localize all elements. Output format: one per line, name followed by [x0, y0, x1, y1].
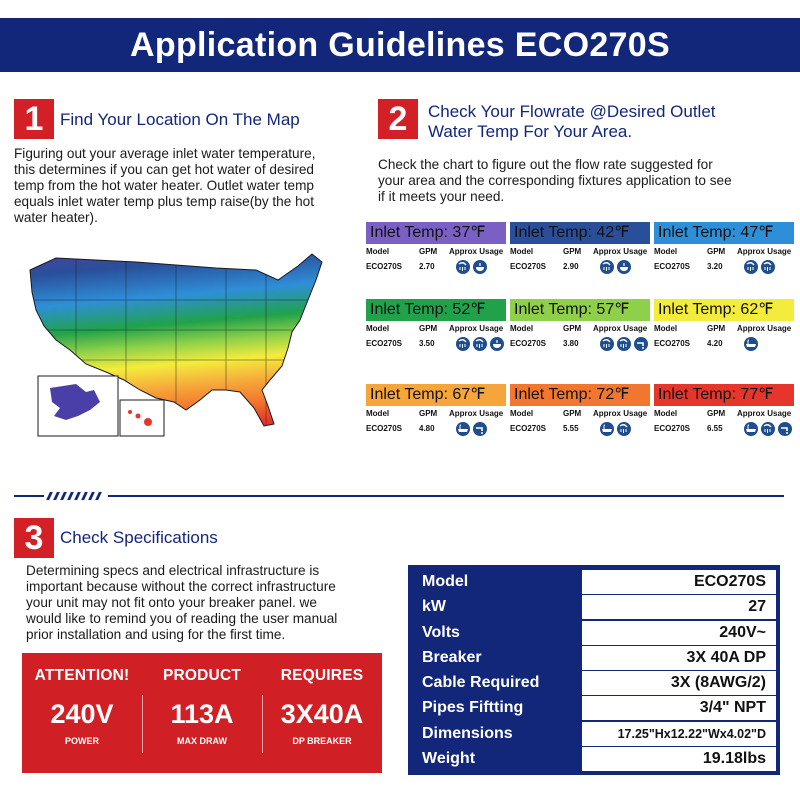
gpm-value: 3.20: [707, 262, 723, 271]
card-values: [510, 339, 650, 353]
step-3-badge: 3: [14, 518, 54, 558]
shower-icon: [617, 422, 631, 436]
step-1-title: Find Your Location On The Map: [60, 110, 300, 129]
flowrate-card: [654, 222, 794, 282]
column-model-label: Model: [366, 409, 390, 418]
model-value: ECO270S: [366, 424, 403, 433]
bathtub-icon: [744, 422, 758, 436]
attention-caption: POWER: [64, 736, 99, 746]
usage-icons: [744, 337, 758, 351]
spec-label: Breaker: [422, 649, 482, 666]
model-value: ECO270S: [654, 262, 691, 271]
model-value: ECO270S: [654, 339, 691, 348]
spec-value: 17.25"Hx12.22"Wx4.02"D: [582, 722, 776, 746]
inlet-temp-header: Inlet Temp: 72℉: [510, 384, 650, 406]
spec-label: Cable Required: [422, 674, 540, 691]
model-value: ECO270S: [366, 262, 403, 271]
card-values: [510, 262, 650, 276]
inlet-temp-header: Inlet Temp: 52℉: [366, 299, 506, 321]
flowrate-card: [366, 299, 506, 359]
header-banner: [0, 18, 800, 72]
column-model-label: Model: [654, 324, 678, 333]
flowrate-card: [654, 384, 794, 444]
bathtub-icon: [744, 337, 758, 351]
card-values: [510, 424, 650, 438]
column-usage-label: Approx Usage: [593, 409, 648, 418]
usage-icons: [600, 337, 648, 351]
attention-heading: ATTENTION!: [34, 667, 130, 684]
model-value: ECO270S: [510, 424, 547, 433]
usage-icons: [600, 422, 631, 436]
step-3-title: Check Specifications: [60, 528, 218, 547]
card-values: [366, 262, 506, 276]
column-model-label: Model: [366, 247, 390, 256]
spec-row-pipes: [412, 696, 776, 720]
column-usage-label: Approx Usage: [593, 324, 648, 333]
faucet-icon: [473, 422, 487, 436]
section-divider: [14, 495, 784, 497]
column-gpm-label: GPM: [419, 247, 438, 256]
column-model-label: Model: [366, 324, 390, 333]
sink-icon: [617, 260, 631, 274]
spec-label: Model: [422, 573, 469, 590]
column-model-label: Model: [510, 247, 534, 256]
attention-power: [22, 653, 142, 773]
step-2-line: if it meets your need.: [378, 189, 505, 204]
column-model-label: Model: [654, 247, 678, 256]
flowrate-card: [510, 222, 650, 282]
gpm-value: 6.55: [707, 424, 723, 433]
usage-icons: [456, 422, 487, 436]
card-column-headers: [510, 409, 650, 421]
attention-value: 240V: [50, 699, 114, 729]
step-1-line: Figuring out your average inlet water temperature,: [14, 146, 316, 161]
inlet-temp-header: Inlet Temp: 47℉: [654, 222, 794, 244]
step-1-badge: 1: [14, 99, 54, 139]
usage-icons: [456, 260, 487, 274]
flowrate-card: [366, 384, 506, 444]
model-value: ECO270S: [510, 339, 547, 348]
spec-row-kw: [412, 595, 776, 619]
column-gpm-label: GPM: [563, 324, 582, 333]
card-column-headers: [654, 324, 794, 336]
spec-value: 19.18lbs: [582, 747, 776, 771]
step-3-line: prior installation and using for the first time.: [26, 627, 286, 642]
column-gpm-label: GPM: [563, 409, 582, 418]
card-column-headers: [510, 324, 650, 336]
column-usage-label: Approx Usage: [737, 409, 792, 418]
attention-value: 113A: [170, 699, 234, 729]
model-value: ECO270S: [510, 262, 547, 271]
column-gpm-label: GPM: [707, 324, 726, 333]
spec-row-model: [412, 570, 776, 594]
spec-row-dimensions: [412, 722, 776, 746]
attention-value: 3X40A: [280, 699, 364, 729]
card-values: [654, 339, 794, 353]
step-2-line: Check the chart to figure out the flow rate suggested for: [378, 157, 713, 172]
step-2-title-line: Water Temp For Your Area.: [428, 122, 633, 141]
step-3-line: your unit may not fit onto your breaker panel. we: [26, 595, 317, 610]
column-gpm-label: GPM: [563, 247, 582, 256]
attention-box: [22, 653, 382, 773]
step-1-line: this determines if you can get hot water of desired: [14, 162, 314, 177]
shower-icon: [600, 337, 614, 351]
usage-icons: [456, 337, 504, 351]
gpm-value: 2.70: [419, 262, 435, 271]
shower-icon: [617, 337, 631, 351]
step-1-line: equals inlet water temp plus temp raise(by the hot: [14, 194, 314, 209]
card-values: [366, 339, 506, 353]
model-value: ECO270S: [366, 339, 403, 348]
column-usage-label: Approx Usage: [737, 324, 792, 333]
inlet-temp-header: Inlet Temp: 62℉: [654, 299, 794, 321]
sink-icon: [490, 337, 504, 351]
page-title: Application Guidelines ECO270S: [130, 26, 670, 64]
spec-row-cable: [412, 671, 776, 695]
column-model-label: Model: [510, 409, 534, 418]
shower-icon: [473, 337, 487, 351]
bathtub-icon: [600, 422, 614, 436]
usage-icons: [744, 422, 792, 436]
faucet-icon: [778, 422, 792, 436]
card-column-headers: [366, 409, 506, 421]
inlet-temp-header: Inlet Temp: 77℉: [654, 384, 794, 406]
step-2-title-line: Check Your Flowrate @Desired Outlet: [428, 102, 716, 121]
spec-row-weight: [412, 747, 776, 771]
gpm-value: 2.90: [563, 262, 579, 271]
gpm-value: 4.20: [707, 339, 723, 348]
column-gpm-label: GPM: [419, 324, 438, 333]
spec-value: 240V~: [582, 621, 776, 645]
inlet-temp-header: Inlet Temp: 67℉: [366, 384, 506, 406]
gpm-value: 3.50: [419, 339, 435, 348]
card-column-headers: [654, 247, 794, 259]
step-1-line: temp from the hot water heater. Outlet water temp: [14, 178, 314, 193]
usage-icons: [600, 260, 631, 274]
spec-label: kW: [422, 598, 446, 615]
spec-value: 3/4" NPT: [582, 696, 776, 720]
step-1-line: water heater).: [14, 210, 98, 225]
flowrate-card: [366, 222, 506, 282]
step-3-line: important because without the correct infrastructure: [26, 579, 336, 594]
step-2-line: your area and the corresponding fixtures application to see: [378, 173, 732, 188]
model-value: ECO270S: [654, 424, 691, 433]
column-usage-label: Approx Usage: [737, 247, 792, 256]
card-column-headers: [654, 409, 794, 421]
attention-heading: PRODUCT: [162, 667, 242, 684]
sink-icon: [473, 260, 487, 274]
column-gpm-label: GPM: [707, 247, 726, 256]
card-column-headers: [366, 324, 506, 336]
attention-breaker: [262, 653, 382, 773]
column-gpm-label: GPM: [707, 409, 726, 418]
card-values: [654, 424, 794, 438]
spec-label: Volts: [422, 624, 460, 641]
card-values: [654, 262, 794, 276]
shower-icon: [456, 260, 470, 274]
spec-value: 3X 40A DP: [582, 646, 776, 670]
spec-row-breaker: [412, 646, 776, 670]
shower-icon: [600, 260, 614, 274]
spec-value: ECO270S: [582, 570, 776, 594]
column-usage-label: Approx Usage: [449, 324, 504, 333]
spec-value: 27: [582, 595, 776, 619]
gpm-value: 3.80: [563, 339, 579, 348]
bathtub-icon: [456, 422, 470, 436]
column-model-label: Model: [510, 324, 534, 333]
us-temperature-map: [16, 240, 362, 438]
flowrate-card: [510, 384, 650, 444]
step-3-line: would like to remind you of reading the user manual: [26, 611, 338, 626]
spec-table: [408, 565, 780, 775]
shower-icon: [744, 260, 758, 274]
card-column-headers: [366, 247, 506, 259]
attention-caption: DP BREAKER: [292, 736, 352, 746]
divider-ornament: [44, 492, 108, 500]
column-usage-label: Approx Usage: [449, 247, 504, 256]
inlet-temp-header: Inlet Temp: 42℉: [510, 222, 650, 244]
attention-max-draw: [142, 653, 262, 773]
gpm-value: 5.55: [563, 424, 579, 433]
spec-value: 3X (8AWG/2): [582, 671, 776, 695]
step-2-badge: 2: [378, 99, 418, 139]
card-column-headers: [510, 247, 650, 259]
column-model-label: Model: [654, 409, 678, 418]
column-usage-label: Approx Usage: [593, 247, 648, 256]
inlet-temp-header: Inlet Temp: 37℉: [366, 222, 506, 244]
spec-label: Weight: [422, 750, 476, 767]
gpm-value: 4.80: [419, 424, 435, 433]
attention-heading: REQUIRES: [280, 667, 364, 684]
attention-caption: MAX DRAW: [177, 736, 227, 746]
card-values: [366, 424, 506, 438]
flowrate-card: [654, 299, 794, 359]
step-3-line: Determining specs and electrical infrastructure is: [26, 563, 320, 578]
spec-label: Pipes Fiftting: [422, 699, 524, 716]
faucet-icon: [634, 337, 648, 351]
column-gpm-label: GPM: [419, 409, 438, 418]
shower-icon: [456, 337, 470, 351]
shower-icon: [761, 422, 775, 436]
column-usage-label: Approx Usage: [449, 409, 504, 418]
shower-icon: [761, 260, 775, 274]
usage-icons: [744, 260, 775, 274]
inlet-temp-header: Inlet Temp: 57℉: [510, 299, 650, 321]
spec-label: Dimensions: [422, 725, 513, 742]
spec-row-volts: [412, 621, 776, 645]
flowrate-card: [510, 299, 650, 359]
